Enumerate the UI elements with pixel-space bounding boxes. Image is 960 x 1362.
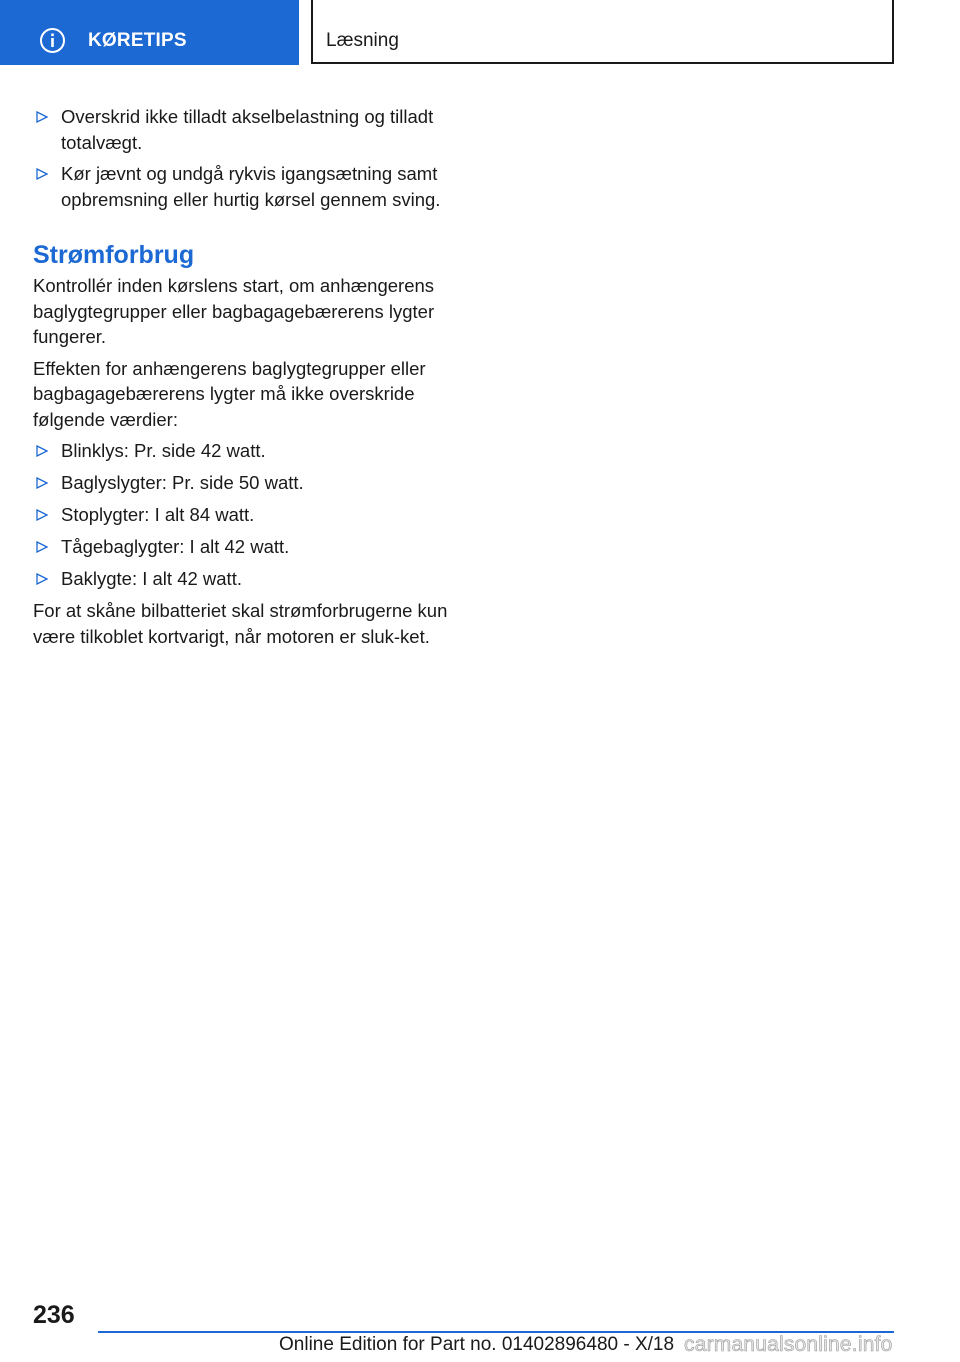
list-item-text: Tågebaglygter: I alt 42 watt. [61,536,290,557]
info-icon [39,27,66,54]
watermark: carmanualsonline.info [684,1333,893,1356]
list-item [33,566,453,592]
list-item-text: Stoplygter: I alt 84 watt. [61,504,255,525]
triangle-right-icon [36,111,48,123]
section-header [311,0,894,64]
paragraph: For at skåne bilbatteriet skal strømforbrugerne kun være tilkoblet kortvarigt, når motoren er sluk‐ket. [33,600,448,647]
triangle-right-icon [36,573,48,585]
triangle-right-icon [36,445,48,457]
list-item-text: Baglyslygter: Pr. side 50 watt. [61,472,304,493]
section-label: Læsning [326,30,399,51]
list-item [33,161,453,212]
edition-text: Online Edition for Part no. 01402896480 - X/18 [279,1334,675,1355]
list-item [33,534,453,560]
chapter-label: KØRETIPS [88,30,187,51]
list-item [33,438,453,464]
main-content [33,104,453,655]
list-item-text: Kør jævnt og undgå rykvis igangsætning samt opbremsning eller hurtig kørsel gennem sving. [61,163,441,210]
list-item-text: Overskrid ikke tilladt akselbelastning og tilladt totalvægt. [61,106,434,153]
list-item [33,470,453,496]
section-heading: Strømforbrug [33,241,195,269]
intro-bullet-list [33,104,453,212]
paragraph: Effekten for anhængerens baglygtegrupper eller bagbagagebærerens lygter må ikke overskride følgende værdier: [33,357,426,430]
wattage-list [33,438,453,592]
page-number: 236 [33,1301,75,1329]
triangle-right-icon [36,541,48,553]
list-item [33,104,453,155]
list-item-text: Baklygte: I alt 42 watt. [61,568,242,589]
chapter-tab [0,0,299,65]
triangle-right-icon [36,168,48,180]
triangle-right-icon [36,477,48,489]
paragraph: Kontrollér inden kørslens start, om anhængerens baglygtegrupper eller bagbagagebærerens lygter fungerer. [33,275,435,347]
triangle-right-icon [36,509,48,521]
list-item [33,502,453,528]
list-item-text: Blinklys: Pr. side 42 watt. [61,440,266,461]
